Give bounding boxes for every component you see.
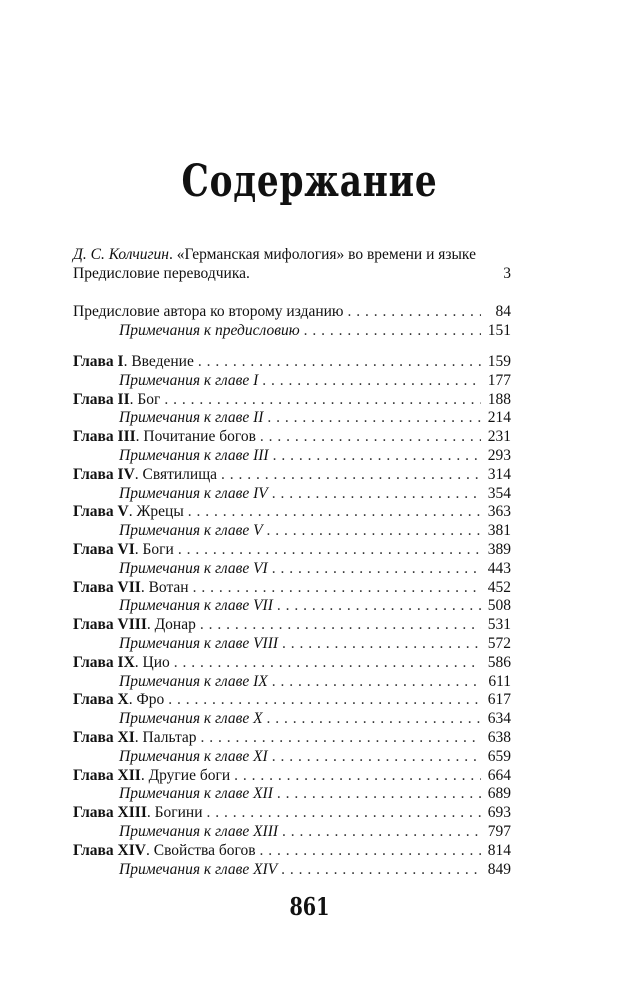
toc-chapters <box>73 353 511 879</box>
toc-entry-chapter[interactable] <box>73 691 511 710</box>
leader-dots <box>272 673 481 692</box>
toc-page: 84 <box>495 303 511 320</box>
toc-page: 177 <box>487 371 511 389</box>
toc-entry-chapter-notes[interactable] <box>73 673 511 692</box>
toc-label: Примечания к главе IX <box>119 672 268 690</box>
toc-page: 293 <box>487 446 511 464</box>
toc-page: 617 <box>487 691 511 709</box>
leader-dots <box>201 729 481 748</box>
leader-dots <box>221 466 481 485</box>
leader-dots <box>272 560 481 579</box>
chapter-number: Глава II <box>73 390 130 408</box>
toc-entry-chapter[interactable] <box>73 391 511 410</box>
toc-entry-chapter-notes[interactable] <box>73 861 511 880</box>
toc-page: 659 <box>487 747 511 765</box>
chapter-title: . Свойства богов <box>145 841 256 859</box>
toc-entry-chapter-notes[interactable] <box>73 710 511 729</box>
leader-dots <box>277 785 481 804</box>
chapter-number: Глава VI <box>73 540 135 558</box>
toc-label: Предисловие переводчика. <box>73 264 250 282</box>
leader-dots <box>188 503 481 522</box>
toc-page: 508 <box>487 597 511 615</box>
leader-dots <box>178 541 481 560</box>
leader-dots <box>174 654 481 673</box>
toc-page: 214 <box>487 409 511 427</box>
chapter-title: . Вотан <box>140 578 189 596</box>
toc-page: 634 <box>487 710 511 728</box>
toc-page: 611 <box>488 672 511 690</box>
toc-label: Примечания к главе III <box>119 446 269 464</box>
toc-page: 381 <box>487 522 511 540</box>
toc-entry-chapter[interactable] <box>73 466 511 485</box>
toc-page: 531 <box>487 616 511 634</box>
chapter-number: Глава I <box>73 353 124 370</box>
toc-label: Примечания к главе XI <box>119 747 268 765</box>
leader-dots <box>193 579 481 598</box>
chapter-number: Глава V <box>73 503 129 521</box>
chapter-title: . Святилища <box>134 465 218 483</box>
toc-entry-chapter[interactable] <box>73 842 511 861</box>
toc-page: 689 <box>487 785 511 803</box>
leader-dots <box>272 748 481 767</box>
toc-page: 586 <box>487 653 511 671</box>
toc-page: 188 <box>487 390 511 408</box>
leader-dots <box>348 303 481 322</box>
toc-label: Примечания к главе VII <box>119 597 273 615</box>
chapter-title: . Фро <box>128 691 165 709</box>
toc-entry-chapter[interactable] <box>73 541 511 560</box>
toc-page: 354 <box>487 484 511 502</box>
toc-entry-chapter[interactable] <box>73 616 511 635</box>
toc-page: 638 <box>487 728 511 746</box>
toc-entry-chapter-notes[interactable] <box>73 409 511 428</box>
leader-dots <box>277 597 481 616</box>
toc-entry-chapter-notes[interactable] <box>73 485 511 504</box>
leader-dots <box>260 842 481 861</box>
leader-dots <box>260 428 481 447</box>
leader-dots <box>262 372 481 391</box>
intro-title: . «Германская мифология» во времени и языке <box>168 246 476 263</box>
toc-label: Примечания к главе VIII <box>119 634 279 652</box>
leader-dots <box>234 767 481 786</box>
toc-entry-chapter[interactable] <box>73 353 511 372</box>
toc-label: Примечания к предисловию <box>119 321 300 339</box>
chapter-title: . Жрецы <box>128 503 184 521</box>
toc-entry-chapter[interactable] <box>73 767 511 786</box>
toc-entry-chapter[interactable] <box>73 428 511 447</box>
chapter-title: . Почитание богов <box>135 428 256 446</box>
leader-dots <box>164 391 481 410</box>
chapter-number: Глава X <box>73 691 129 709</box>
toc-entry-chapter-notes[interactable] <box>73 748 511 767</box>
page-number: 861 <box>289 892 330 921</box>
chapter-title: . Богини <box>146 804 203 822</box>
leader-dots <box>282 823 481 842</box>
toc-page: 452 <box>487 578 511 596</box>
toc-page: 664 <box>487 766 511 784</box>
toc-entry-chapter-notes[interactable] <box>73 522 511 541</box>
chapter-title: . Другие боги <box>140 766 231 784</box>
toc-page: 849 <box>487 860 511 878</box>
leader-dots <box>200 616 481 635</box>
toc-label: Примечания к главе IV <box>119 484 268 502</box>
leader-dots <box>267 710 481 729</box>
toc-entry-preface-notes[interactable] <box>73 322 511 341</box>
chapter-title: . Цио <box>134 653 170 671</box>
toc-label: Примечания к главе II <box>119 409 264 427</box>
intro-author: Д. С. Колчигин <box>73 246 169 263</box>
page-title: Содержание <box>181 156 438 207</box>
toc-label: Примечания к главе V <box>119 522 263 540</box>
toc-entry-chapter-notes[interactable] <box>73 597 511 616</box>
toc-page: 572 <box>487 634 511 652</box>
toc-intro <box>73 246 511 284</box>
toc-page: 159 <box>487 353 511 370</box>
toc-page: 3 <box>503 264 511 282</box>
toc-page: 314 <box>487 465 511 483</box>
leader-dots <box>198 353 481 372</box>
toc-entry-chapter[interactable] <box>73 579 511 598</box>
toc-label: Примечания к главе XIV <box>119 860 278 878</box>
leader-dots <box>282 635 481 654</box>
toc-label: Предисловие автора ко второму изданию <box>73 303 344 320</box>
leader-dots <box>168 691 481 710</box>
toc-entry-chapter[interactable] <box>73 804 511 823</box>
toc-entry-chapter-notes[interactable] <box>73 447 511 466</box>
toc-page: 151 <box>487 321 511 339</box>
toc-page: 363 <box>487 503 511 521</box>
leader-dots <box>207 804 481 823</box>
chapter-number: Глава XII <box>73 766 141 784</box>
chapter-title: . Донар <box>146 616 196 634</box>
leader-dots <box>273 447 481 466</box>
leader-dots <box>281 861 481 880</box>
toc-page: 443 <box>487 559 511 577</box>
toc-page: 693 <box>487 804 511 822</box>
toc-entry-chapter-notes[interactable] <box>73 635 511 654</box>
leader-dots <box>267 522 481 541</box>
toc-entry-chapter[interactable] <box>73 503 511 522</box>
chapter-number: Глава IV <box>73 465 135 483</box>
chapter-number: Глава IX <box>73 653 135 671</box>
chapter-title: . Пальтар <box>134 728 197 746</box>
toc-entry-chapter[interactable] <box>73 654 511 673</box>
toc-intro-line-1 <box>73 246 511 265</box>
toc-preface <box>73 303 511 341</box>
chapter-number: Глава XIII <box>73 804 147 822</box>
chapter-number: Глава XI <box>73 728 135 746</box>
toc-entry-chapter[interactable] <box>73 729 511 748</box>
toc-page: 231 <box>487 428 511 446</box>
toc-entry-preface[interactable] <box>73 303 511 322</box>
toc-page: 389 <box>487 540 511 558</box>
chapter-number: Глава III <box>73 428 136 446</box>
toc-entry-chapter-notes[interactable] <box>73 372 511 391</box>
toc-page: 814 <box>487 841 511 859</box>
toc-entry-chapter-notes[interactable] <box>73 785 511 804</box>
toc-label: Примечания к главе X <box>119 710 263 728</box>
toc-label: Примечания к главе I <box>119 371 259 389</box>
chapter-number: Глава VII <box>73 578 141 596</box>
toc-entry-chapter-notes[interactable] <box>73 560 511 579</box>
toc-label: Примечания к главе VI <box>119 559 268 577</box>
chapter-title: . Боги <box>134 540 174 558</box>
chapter-title: . Бог <box>129 390 161 408</box>
chapter-number: Глава VIII <box>73 616 147 634</box>
chapter-number: Глава XIV <box>73 841 146 859</box>
toc-entry-chapter-notes[interactable] <box>73 823 511 842</box>
leader-dots <box>272 485 481 504</box>
leader-dots <box>304 322 481 341</box>
toc-label: Примечания к главе XIII <box>119 822 279 840</box>
toc-intro-line-2[interactable] <box>73 265 511 284</box>
chapter-title: . Введение <box>123 353 194 370</box>
toc-page: 797 <box>487 822 511 840</box>
leader-dots <box>267 409 481 428</box>
toc-label: Примечания к главе XII <box>119 785 273 803</box>
